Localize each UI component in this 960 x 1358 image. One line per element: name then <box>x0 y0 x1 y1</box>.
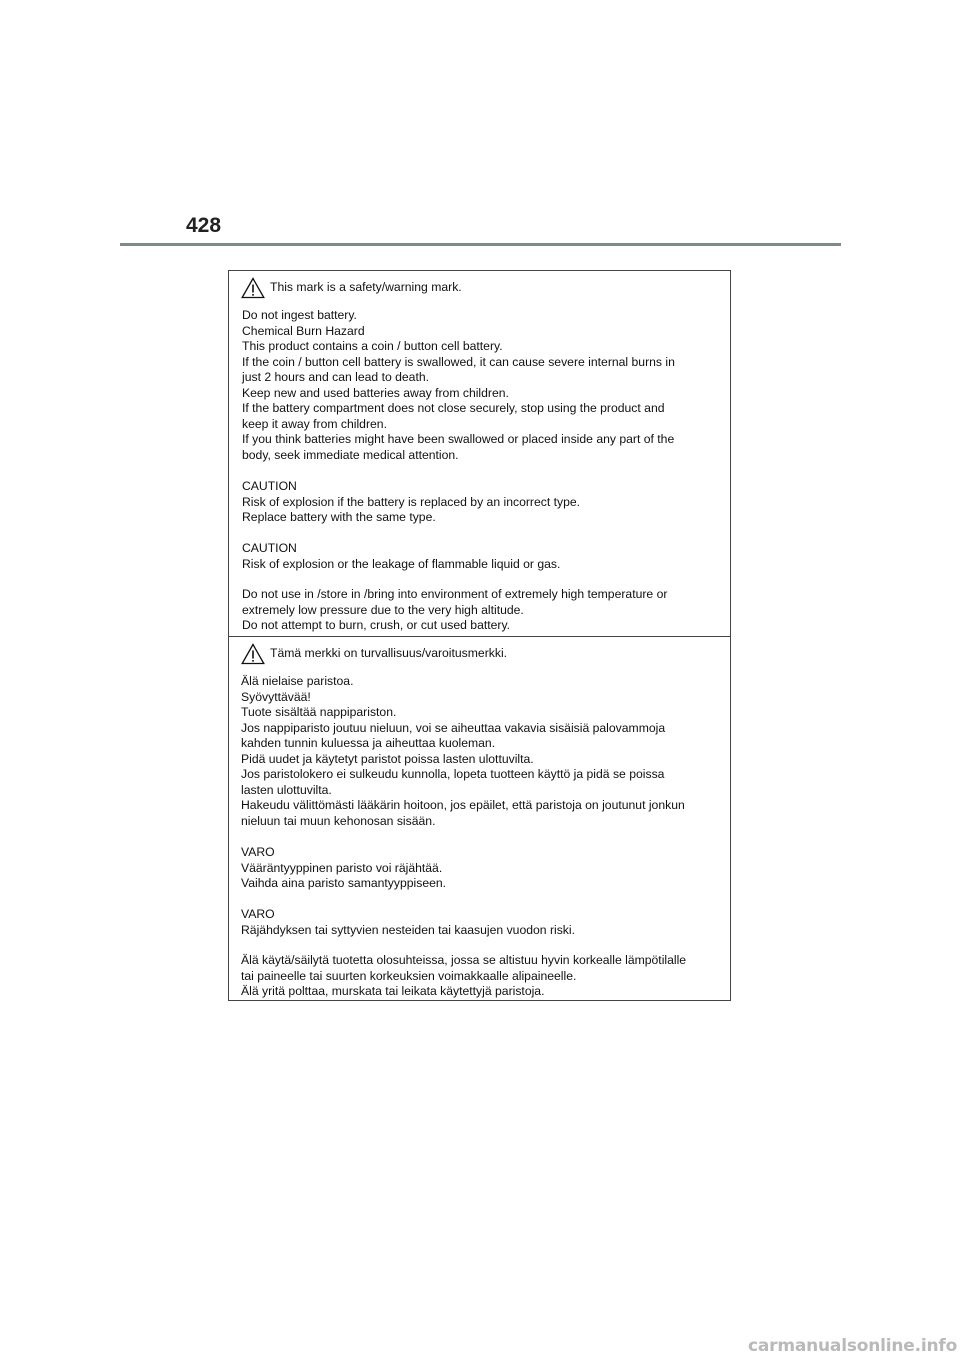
ingestion-warning-text: Älä nielaise paristoa. Syövyttävää! Tuote sisältää nappipariston. Jos nappiparisto joutuu nieluun, voi se aiheuttaa vakavia sisäisiä palovammoja kahden tunnin kuluessa ja aiheuttaa kuoleman. Pidä uudet ja käytetyt paristot poissa lasten ulottuvilta. Jos paristolokero ei sulkeudu kunnolla, lopeta tuotteen käyttö ja pidä se poissa lasten ulottuvilta. Hakeudu välittömästi lääkärin hoitoon, jos epäilet, että paristoja on joutunut jonkun nieluun tai muun kehonosan sisään. <box>241 674 685 828</box>
caution-incorrect-type-text: VARO Vääräntyyppinen paristo voi räjähtää. Vaihda aina paristo samantyyppiseen. <box>241 845 447 890</box>
environment-warning-text: Älä käytä/säilytä tuotetta olosuhteissa, jossa se altistuu hyvin korkealle lämpötilalle tai paineelle tai suurten korkeuksien voimakkaalle alipaineelle. Älä yritä polttaa, murskata tai leikata käytettyjä paristoja. <box>241 953 687 998</box>
warning-mark-text: Tämä merkki on turvallisuus/varoitusmerkki. <box>270 646 508 661</box>
battery-warning-box <box>228 270 731 1001</box>
ingestion-warning-text: Do not ingest battery. Chemical Burn Hazard This product contains a coin / button cell battery. If the coin / button cell battery is swallowed, it can cause severe internal burns in just 2 hours and can lead to death. Keep new and used batteries away from children. If the battery compartment does not close securely, stop using the product and keep it away from children. If you think batteries might have been swallowed or placed inside any part of the body, seek immediate medical attention. <box>242 308 675 462</box>
warning-mark-text: This mark is a safety/warning mark. <box>270 280 462 295</box>
footer-watermark: carmanualsonline.info <box>748 1336 958 1356</box>
caution-incorrect-type-text: CAUTION Risk of explosion if the battery is replaced by an incorrect type. Replace battery with the same type. <box>242 479 581 524</box>
page-number: 428 <box>186 214 222 237</box>
warning-section-english <box>229 271 730 637</box>
warning-mark-row <box>241 643 507 665</box>
caution-explosion-leakage-text: VARO Räjähdyksen tai syttyvien nesteiden tai kaasujen vuodon riski. <box>241 907 575 937</box>
header-rule <box>120 243 841 246</box>
warning-mark-row <box>241 277 462 299</box>
caution-explosion-leakage-text: CAUTION Risk of explosion or the leakage of flammable liquid or gas. <box>242 541 561 571</box>
environment-warning-text: Do not use in /store in /bring into environment of extremely high temperature or extremely low pressure due to the very high altitude. Do not attempt to burn, crush, or cut used battery. <box>242 587 668 632</box>
warning-section-finnish <box>229 637 730 1000</box>
warning-triangle-icon <box>241 643 265 665</box>
warning-triangle-icon <box>241 277 265 299</box>
